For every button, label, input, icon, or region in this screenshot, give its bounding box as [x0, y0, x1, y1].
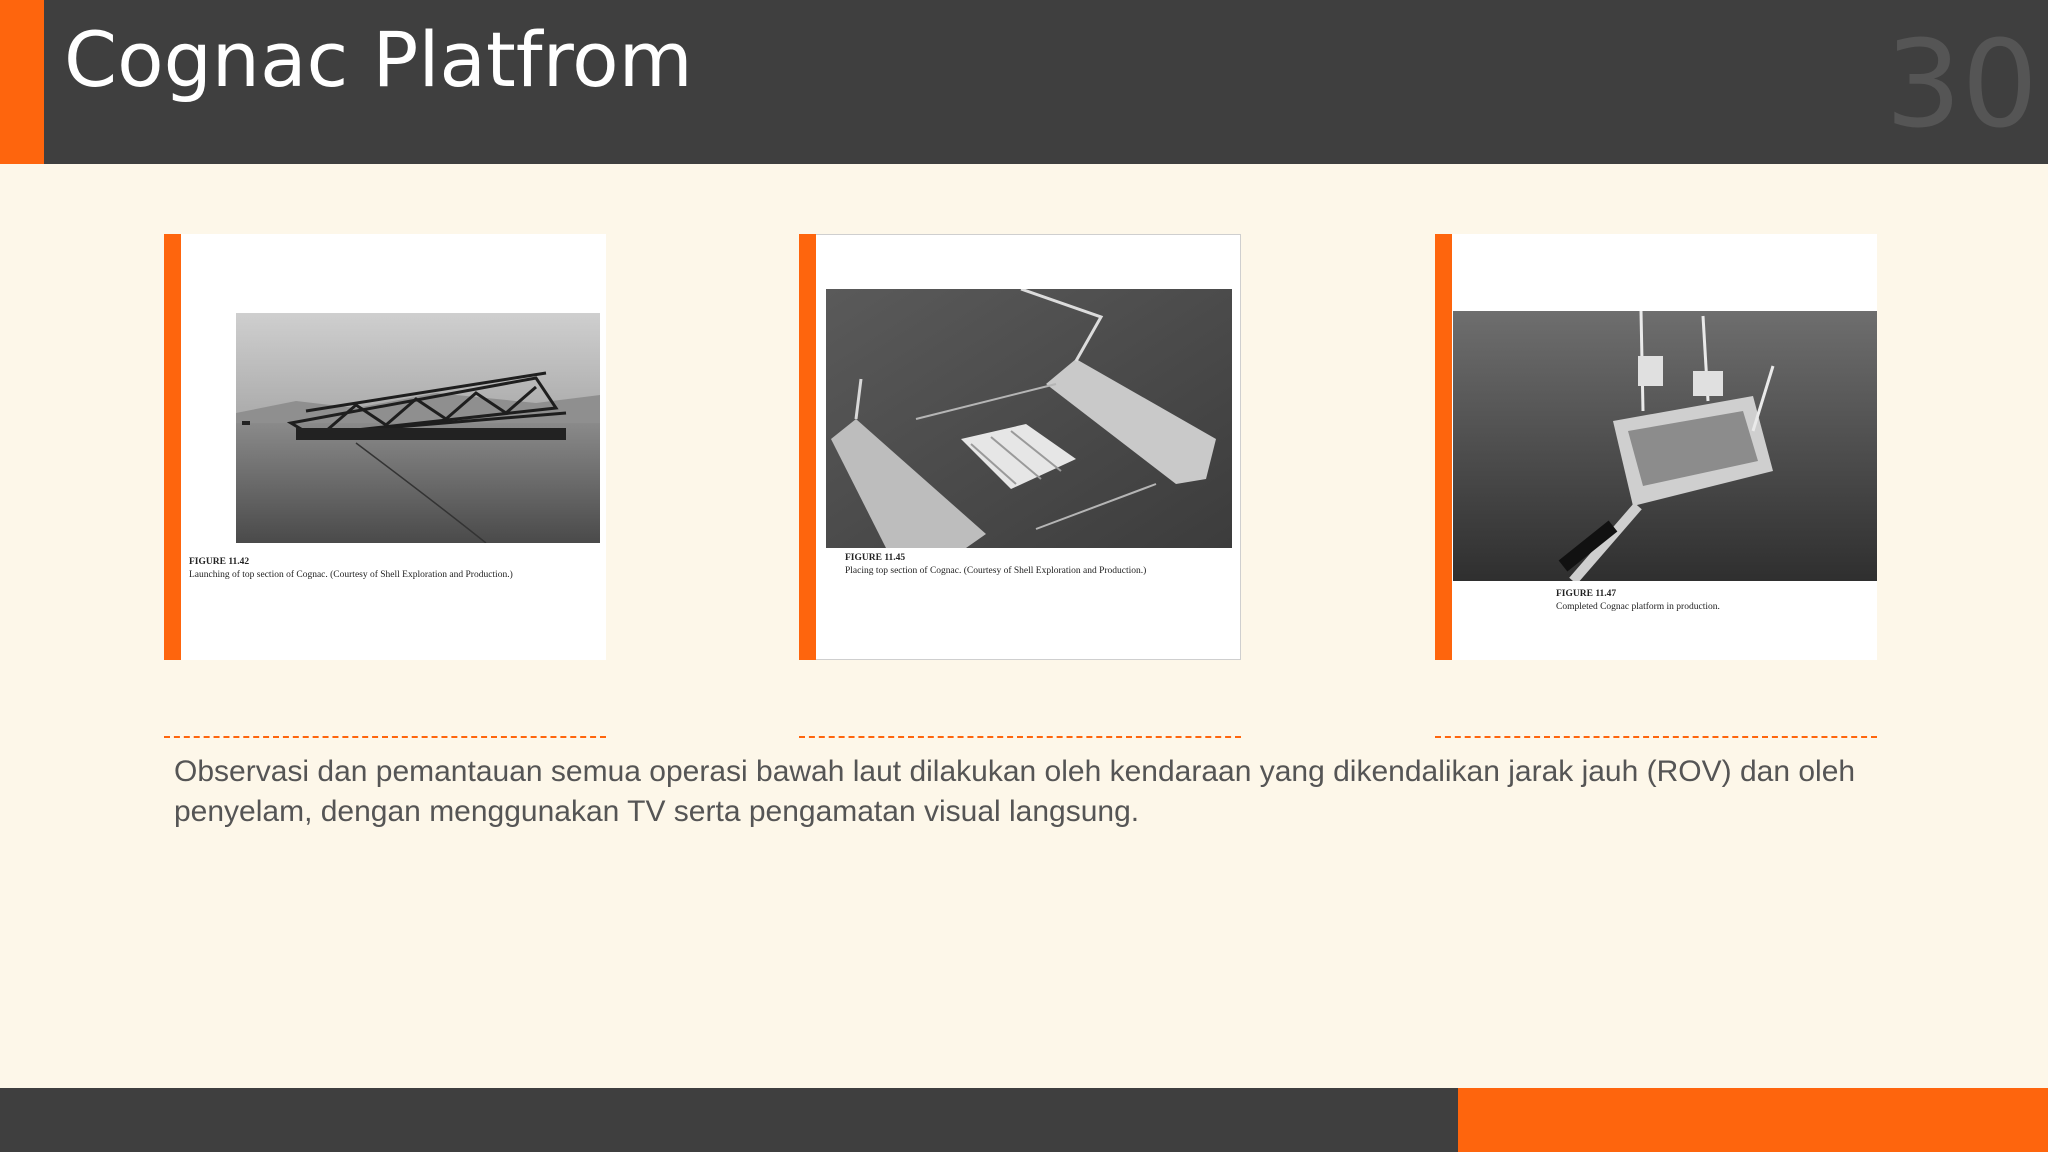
- divider-dashed-1: [164, 736, 606, 738]
- figure-label: FIGURE 11.45: [845, 553, 906, 563]
- slide-number: 30: [1885, 16, 2038, 155]
- figure-card-accent: [1435, 234, 1452, 660]
- figure-caption-2: [845, 552, 1146, 578]
- body-paragraph: Observasi dan pemantauan semua operasi bawah laut dilakukan oleh kendaraan yang dikendalikan jarak jauh (ROV) dan oleh penyelam, dengan menggunakan TV serta pengamatan visual langsung.: [174, 755, 1856, 828]
- figure-caption-3: [1556, 588, 1720, 614]
- figure-caption-1: [189, 556, 513, 582]
- platform-production-photo: [1453, 311, 1877, 581]
- figure-label: FIGURE 11.42: [189, 557, 250, 567]
- figure-card-2: [799, 234, 1241, 660]
- figure-card-3: [1435, 234, 1877, 660]
- divider-dashed-2: [799, 736, 1241, 738]
- figure-label: FIGURE 11.47: [1556, 589, 1617, 599]
- slide-title: Cognac Platfrom: [64, 15, 693, 104]
- footer-bar-dark: [0, 1088, 1458, 1152]
- jacket-launch-photo: [236, 313, 600, 543]
- divider-dashed-3: [1435, 736, 1877, 738]
- figure-card-1: [164, 234, 606, 660]
- figure-caption-text: Launching of top section of Cognac. (Courtesy of Shell Exploration and Production.): [189, 570, 513, 580]
- figure-caption-text: Completed Cognac platform in production.: [1556, 602, 1720, 612]
- figure-card-accent: [164, 234, 181, 660]
- header-accent-bar: [0, 0, 44, 164]
- footer-bar-accent: [1458, 1088, 2048, 1152]
- figure-card-accent: [799, 234, 816, 660]
- crane-barges-photo: [826, 289, 1232, 548]
- figure-caption-text: Placing top section of Cognac. (Courtesy of Shell Exploration and Production.): [845, 566, 1147, 576]
